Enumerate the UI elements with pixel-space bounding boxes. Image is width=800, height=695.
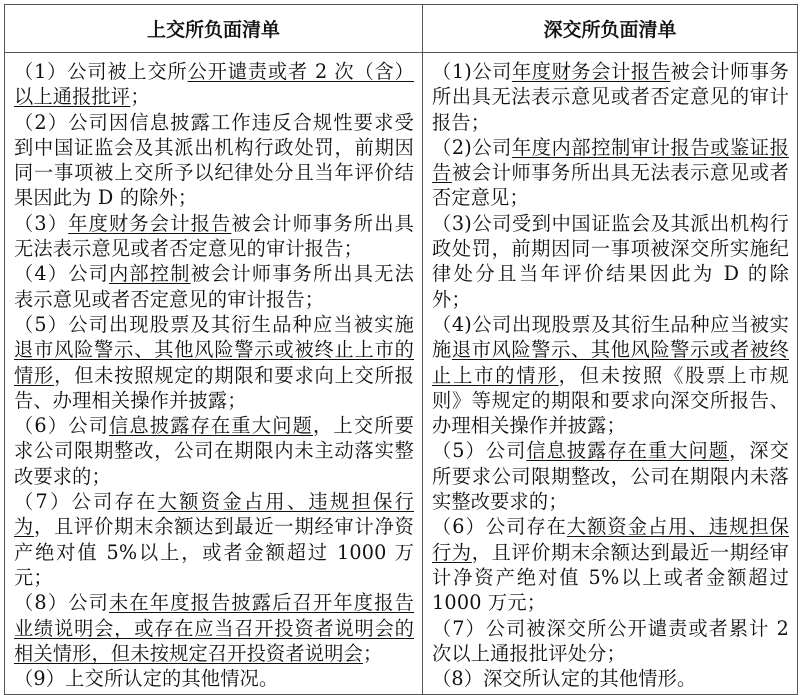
- item-text: （2）公司因信息披露工作违反合规性要求受到中国证监会及其派出机构行政处罚，前期因同一事项被上交所予以纪律处分且当年评价结果因此为 D 的除外；: [14, 110, 414, 210]
- list-item: [432, 312, 789, 438]
- item-text: （6）公司存在: [432, 515, 567, 539]
- item-text: （3)公司受到中国证监会及其派出机构行政处罚，前期因同一事项被深交所实施纪律处分且当年评价结果因此为 D 的除外；: [432, 211, 789, 311]
- negative-list-table: [4, 4, 798, 695]
- list-item: [14, 489, 414, 590]
- underlined-text: 大额资金占用、违规担保行为: [14, 490, 414, 539]
- item-text: ，且评价期末余额达到最近一期经审计净资产绝对值 5%以上或者金额超过 1000 万元；: [432, 540, 789, 615]
- item-text: （4)公司出现股票及其衍生品种应当被实施: [432, 312, 789, 362]
- item-text: （1）公司被上交所: [14, 60, 188, 83]
- item-text: （9）上交所认定的其他情况。: [14, 667, 279, 691]
- underlined-text: 公开谴责或者 2 次（含）以上通报批评: [14, 60, 414, 109]
- item-text: （7）公司被深交所公开谴责或者累计 2 次以上通报批评处分；: [432, 616, 789, 665]
- item-text: ，上交所要求公司限期整改，公司在期限内未主动落实整改要求的；: [14, 414, 414, 488]
- item-text: （5）公司: [432, 439, 527, 463]
- underlined-text: 年度内部控制审计报告或鉴证报告: [432, 135, 789, 185]
- sse-list: [5, 53, 423, 695]
- item-text: 被会计师事务所出具无法表示意见或者否定意见的审计报告；: [14, 262, 414, 311]
- szse-list: [423, 53, 798, 695]
- list-item: [14, 413, 414, 489]
- underlined-text: 未在年度报告披露后召开年度报告业绩说明会，或存在应当召开投资者说明会的相关情形，但未按规定召开投资者说明会: [14, 591, 414, 665]
- item-text: （4）公司: [14, 262, 110, 286]
- underlined-text: 退市风险警示、其他风险警示或被终止上市的情形: [14, 338, 414, 387]
- item-text: （1)公司: [432, 60, 512, 83]
- underlined-text: 年度财务会计报告: [511, 60, 671, 83]
- item-text: （3）: [14, 211, 69, 235]
- list-item: [432, 135, 789, 211]
- list-item: [432, 59, 789, 135]
- list-item: [14, 211, 414, 262]
- item-text: （8）深交所认定的其他情形。: [432, 667, 697, 691]
- list-item: [14, 590, 414, 666]
- underlined-text: 内部控制: [109, 262, 191, 286]
- item-text: （8）公司: [14, 591, 110, 615]
- item-text: ；: [362, 641, 383, 665]
- item-text: ；: [130, 85, 150, 109]
- underlined-text: 退市风险警示、其他风险警示或者被终止上市的情形: [432, 338, 789, 387]
- content-row: [5, 53, 798, 695]
- item-text: ，深交所要求公司限期整改，公司在期限内未落实整改要求的；: [432, 439, 790, 514]
- item-text: （2)公司: [432, 135, 512, 159]
- szse-header: 深交所负面清单: [423, 5, 798, 53]
- list-item: [432, 211, 789, 312]
- item-text: （7）公司存在: [14, 490, 158, 514]
- item-text: 被会计师事务所出具无法表示意见或者否定意见的审计报告；: [14, 211, 414, 261]
- underlined-text: 年度财务会计报告: [68, 211, 232, 235]
- item-text: 被会计师事务所出具无法表示意见或者否定意见的审计报告；: [432, 60, 790, 134]
- list-item: [432, 438, 789, 514]
- item-text: ，但未按照《股票上市规则》等规定的期限和要求向深交所报告、办理相关操作并披露；: [432, 363, 790, 438]
- underlined-text: 信息披露存在重大问题: [526, 439, 730, 463]
- sse-header: 上交所负面清单: [5, 5, 423, 53]
- item-text: ，但未按照规定的期限和要求向上交所报告、办理相关操作并披露；: [14, 363, 414, 412]
- underlined-text: 大额资金占用、违规担保行为: [432, 515, 790, 564]
- list-item: [432, 514, 789, 615]
- list-item: [14, 312, 414, 413]
- list-item: [14, 261, 414, 312]
- item-text: 被会计师事务所出具无法表示意见或者否定意见；: [432, 161, 789, 210]
- list-item: [14, 110, 414, 211]
- item-text: ，且评价期末余额达到最近一期经审计净资产绝对值 5%以上，或者金额超过 1000 万元；: [14, 515, 414, 589]
- item-text: （6）公司: [14, 414, 110, 438]
- list-item: [14, 59, 414, 110]
- list-item: [432, 616, 789, 667]
- item-text: （5）公司出现股票及其衍生品种应当被实施: [14, 312, 414, 336]
- header-row: [5, 5, 798, 53]
- underlined-text: 信息披露存在重大问题: [109, 414, 314, 438]
